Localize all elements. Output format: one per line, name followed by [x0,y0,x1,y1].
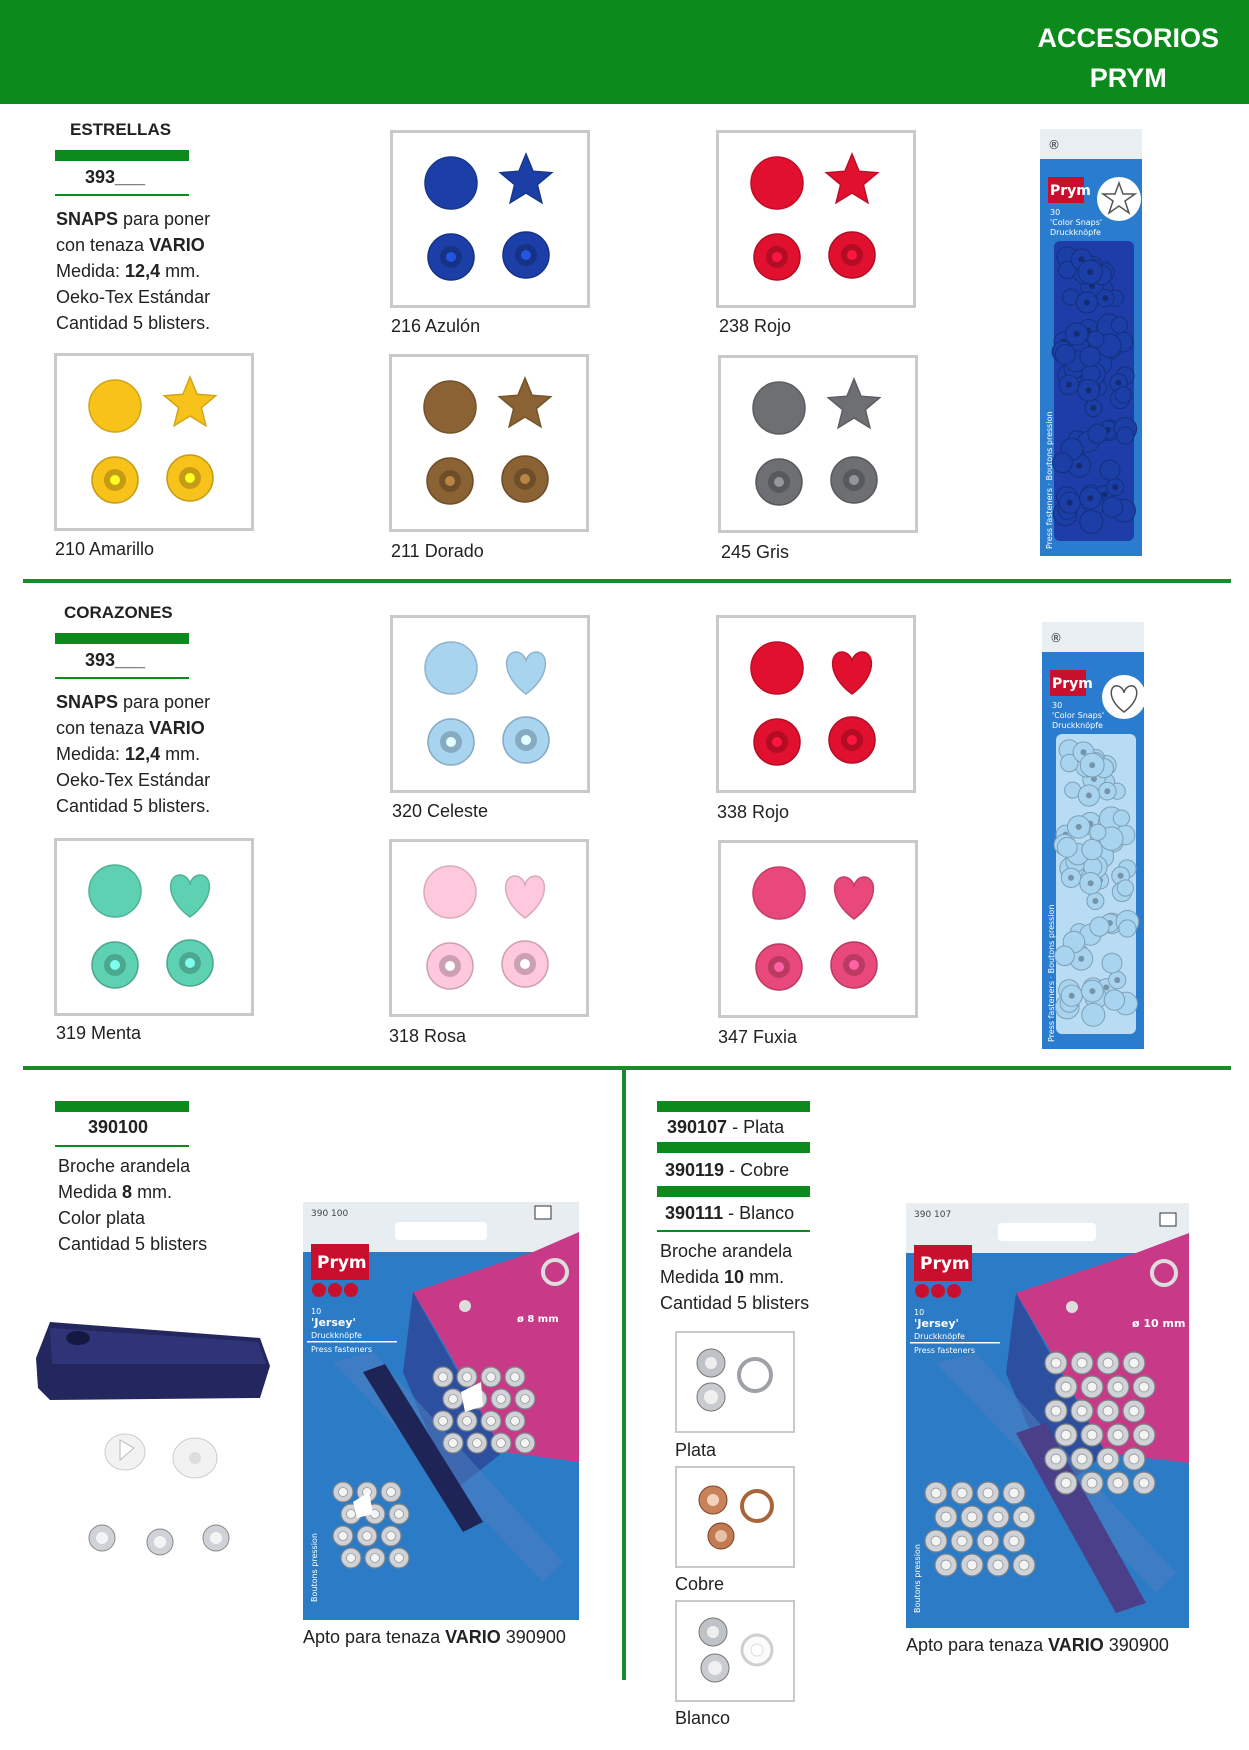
swatch-label: 320 Celeste [392,801,489,821]
section-divider [23,1066,1231,1070]
svg-text:Boutons pression: Boutons pression [310,1533,319,1602]
title-bar [55,633,189,644]
svg-text:30: 30 [1050,208,1061,217]
svg-text:'Jersey': 'Jersey' [914,1317,959,1330]
svg-text:Press fasteners · Boutons pres: Press fasteners · Boutons pression [1047,904,1056,1042]
swatch-rojo [716,130,916,308]
code-underline [55,194,189,196]
swatch-label: 347 Fuxia [718,1027,798,1047]
apto-vario-8: Apto para tenaza VARIO 390900 [303,1627,566,1647]
color-snaps-pack-heart [1042,622,1144,1049]
svg-text:Prym: Prym [1050,183,1091,199]
svg-text:Druckknöpfe: Druckknöpfe [311,1331,362,1340]
variant-plata [675,1331,795,1433]
swatch-label: 245 Gris [721,542,790,562]
title-bar [55,1101,189,1112]
title-bar [657,1142,810,1153]
swatch-label: 238 Rojo [719,316,792,336]
swatch-fuxia [718,840,918,1018]
corazones-title: CORAZONES [64,603,173,622]
swatch-label: 318 Rosa [389,1026,467,1046]
svg-text:Prym: Prym [317,1253,367,1273]
swatch-label: 211 Dorado [391,541,484,561]
header-title [1037,18,1219,98]
svg-text:®: ® [1050,631,1062,645]
broche10-description: Broche arandela Medida 10 mm. Cantidad 5 blisters [660,1241,810,1313]
svg-text:ø 10 mm: ø 10 mm [1132,1317,1186,1330]
swatch-azulon [390,130,590,308]
svg-text:'Color Snaps': 'Color Snaps' [1050,218,1103,227]
estrellas-code: 393___ [85,167,146,187]
svg-text:30: 30 [1052,701,1063,710]
jersey-pack-8mm [303,1202,579,1620]
header-line2: PRYM [1089,63,1167,93]
swatch-dorado [389,354,589,532]
broche8-code: 390100 [88,1117,149,1137]
svg-text:Druckknöpfe: Druckknöpfe [1050,228,1101,237]
svg-text:390 107: 390 107 [914,1210,952,1220]
code-cobre: 390119 - Cobre [665,1160,790,1180]
svg-text:Boutons pression: Boutons pression [913,1544,922,1613]
code-underline [55,1145,189,1147]
svg-text:10: 10 [311,1307,322,1316]
svg-text:Press fasteners · Boutons pres: Press fasteners · Boutons pression [1045,411,1054,549]
page-header [0,0,1249,104]
code-blanco: 390111 - Blanco [665,1203,795,1223]
broche8-description: Broche arandela Medida 8 mm. Color plata Cantidad 5 blisters [58,1156,208,1254]
jersey-pack-10mm [906,1203,1189,1628]
swatch-amarillo [54,353,254,531]
swatch-label: 319 Menta [56,1023,142,1043]
swatch-label: 338 Rojo [717,802,790,822]
estrellas-title: ESTRELLAS [70,120,172,139]
svg-text:'Color Snaps': 'Color Snaps' [1052,711,1105,720]
svg-text:10: 10 [914,1308,925,1317]
code-underline [55,677,189,679]
swatch-rojo-corazon [716,615,916,793]
variant-label: Cobre [675,1574,725,1594]
vertical-divider [622,1068,626,1680]
swatch-label: 216 Azulón [391,316,481,336]
svg-text:ø 8 mm: ø 8 mm [517,1314,559,1325]
swatch-menta [54,838,254,1016]
header-line1: ACCESORIOS [1037,23,1219,53]
corazones-description: SNAPS para poner con tenaza VARIO Medida: 12,4 mm. Oeko-Tex Estándar Cantidad 5 blisters. [56,692,211,816]
code-plata: 390107 - Plata [667,1117,785,1137]
code-underline [657,1230,810,1232]
variant-label: Plata [675,1440,717,1460]
svg-text:Prym: Prym [920,1254,970,1274]
vario-tool-illustration [30,1318,280,1568]
svg-text:Druckknöpfe: Druckknöpfe [1052,721,1103,730]
svg-text:®: ® [1048,138,1060,152]
svg-text:390 100: 390 100 [311,1209,349,1219]
section-divider [23,579,1231,583]
title-bar [55,150,189,161]
svg-text:Press fasteners: Press fasteners [311,1345,372,1354]
swatch-label: 210 Amarillo [55,539,155,559]
title-bar [657,1186,810,1197]
title-bar [657,1101,810,1112]
estrellas-description: SNAPS para poner con tenaza VARIO Medida: 12,4 mm. Oeko-Tex Estándar Cantidad 5 blisters. [56,209,211,333]
swatch-rosa [389,839,589,1017]
variant-blanco [675,1600,795,1702]
svg-text:Prym: Prym [1052,676,1093,692]
swatch-gris [718,355,918,533]
corazones-code: 393___ [85,650,146,670]
svg-text:'Jersey': 'Jersey' [311,1316,356,1329]
swatch-celeste [390,615,590,793]
variant-cobre [675,1466,795,1568]
apto-vario-10: Apto para tenaza VARIO 390900 [906,1635,1169,1655]
color-snaps-pack-star [1040,129,1142,556]
svg-text:Press fasteners: Press fasteners [914,1346,975,1355]
svg-text:Druckknöpfe: Druckknöpfe [914,1332,965,1341]
variant-label: Blanco [675,1708,731,1728]
